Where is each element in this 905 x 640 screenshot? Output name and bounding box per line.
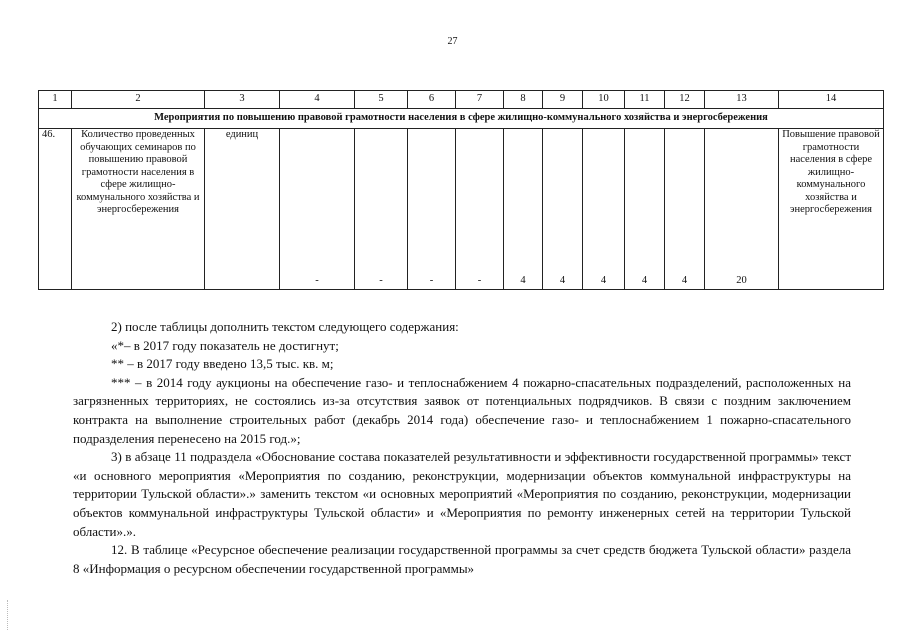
paragraph: 2) после таблицы дополнить текстом следующего содержания: <box>111 319 459 334</box>
header-cell: 9 <box>543 91 583 109</box>
result-cell: Повышение правовой грамотности населения в сфере жилищно-коммунального хозяйства и энергосбережения <box>779 129 884 290</box>
header-cell: 10 <box>583 91 625 109</box>
header-cell: 4 <box>280 91 355 109</box>
header-cell: 7 <box>456 91 504 109</box>
header-cell: 1 <box>39 91 72 109</box>
value-cell: 4 <box>543 129 583 290</box>
header-cell: 6 <box>408 91 456 109</box>
row-number: 46. <box>39 129 72 290</box>
table-row <box>39 129 884 290</box>
unit-cell: единиц <box>205 129 280 290</box>
section-title: Мероприятия по повышению правовой грамотности населения в сфере жилищно-коммунального хозяйства и энергосбережения <box>39 109 884 129</box>
header-cell: 3 <box>205 91 280 109</box>
value-cell: - <box>355 129 408 290</box>
value-cell: - <box>456 129 504 290</box>
scan-margin-mark <box>7 600 12 630</box>
document-body <box>73 318 851 578</box>
header-cell: 2 <box>72 91 205 109</box>
indicators-table <box>38 90 884 290</box>
indicator-name: Количество проведенных обучающих семинаров по повышению правовой грамотности населения в сфере жилищно-коммунального хозяйства и энергосбережения <box>72 129 205 290</box>
paragraph: *** – в 2014 году аукционы на обеспечение газо- и теплоснабжением 4 пожарно-спасательных подразделений, расположенных на загрязненных территориях, не состоялись из-за отсутствия заявок от потенциальных подрядчиков. В связи с поздним заключением контракта на выполнение строительных работ (декабрь 2014 года) обеспечение газо- и теплоснабжением 1 пожарно-спасательного подразделения перенесено на 2015 год.»; <box>73 374 851 446</box>
paragraph: 3) в абзаце 11 подраздела «Обоснование состава показателей результативности и эффективности государственной программы» текст «и основного мероприятия «Мероприятия по созданию, реконструкции, модернизации объектов коммунальной инфраструктуры на территории Тульской области».» заменить текстом «и основных мероприятий «Мероприятия по созданию, реконструкции, модернизации объектов коммунальной инфраструктуры Тульской области» и «Мероприятия по ремонту инженерных сетей на территории Тульской области».». <box>73 449 851 539</box>
value-cell: 4 <box>665 129 705 290</box>
value-cell: - <box>408 129 456 290</box>
header-cell: 8 <box>504 91 543 109</box>
page-number: 27 <box>447 36 458 47</box>
header-cell: 13 <box>705 91 779 109</box>
header-cell: 14 <box>779 91 884 109</box>
section-row <box>39 109 884 129</box>
value-cell: 4 <box>583 129 625 290</box>
paragraph: 12. В таблице «Ресурсное обеспечение реализации государственной программы за счет средств бюджета Тульской области» раздела 8 «Информация о ресурсном обеспечении государственной программы» <box>73 542 851 576</box>
header-cell: 11 <box>625 91 665 109</box>
paragraph: ** – в 2017 году введено 13,5 тыс. кв. м; <box>111 356 334 372</box>
value-cell: 4 <box>625 129 665 290</box>
header-cell: 5 <box>355 91 408 109</box>
total-cell: 20 <box>705 129 779 290</box>
header-cell: 12 <box>665 91 705 109</box>
value-cell: - <box>280 129 355 290</box>
paragraph: «*– в 2017 году показатель не достигнут; <box>111 337 339 353</box>
value-cell: 4 <box>504 129 543 290</box>
table-header-row <box>39 91 884 109</box>
